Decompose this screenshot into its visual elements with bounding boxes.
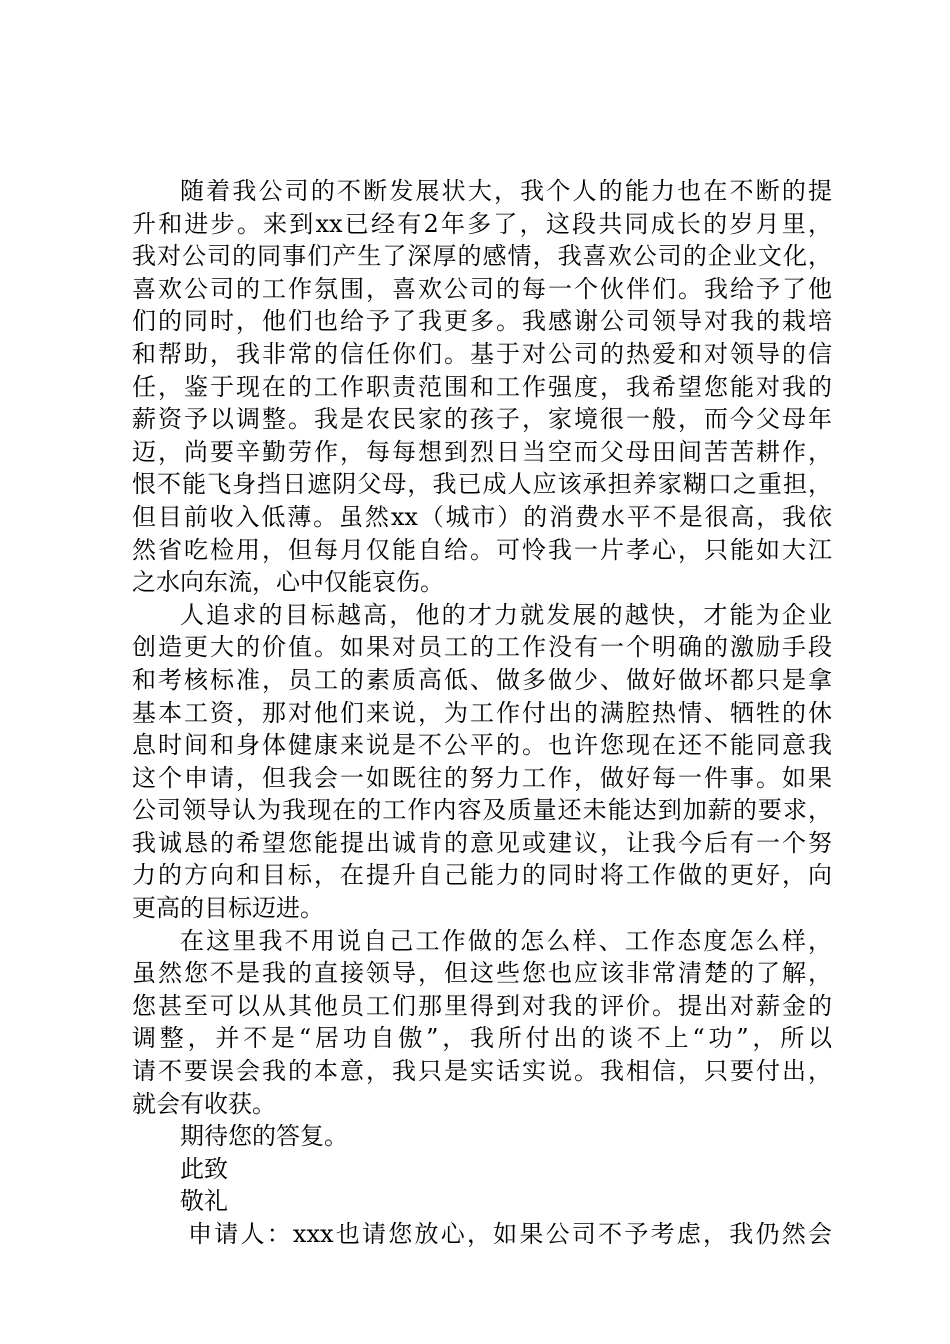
paragraph-line: 请不要误会我的本意，我只是实话实说。我相信，只要付出， (132, 1057, 832, 1086)
paragraph-line: 恨不能飞身挡日遮阴父母，我已成人应该承担养家糊口之重担， (132, 470, 832, 499)
paragraph-line: 我诚恳的希望您能提出诚肯的意见或建议，让我今后有一个努 (132, 828, 832, 857)
paragraph-line: 虽然您不是我的直接领导，但这些您也应该非常清楚的了解， (132, 959, 832, 988)
paragraph-line: 喜欢公司的工作氛围，喜欢公司的每一个伙伴们。我给予了他 (132, 274, 832, 303)
paragraph-line: 和考核标准，员工的素质高低、做多做少、做好做坏都只是拿 (132, 665, 832, 694)
paragraph-line: 息时间和身体健康来说是不公平的。也许您现在还不能同意我 (132, 731, 832, 760)
paragraph-line: 在这里我不用说自己工作做的怎么样、工作态度怎么样， (180, 926, 832, 955)
paragraph-line: 人追求的目标越高，他的才力就发展的越快，才能为企业 (180, 600, 832, 629)
paragraph-line: 之水向东流，心中仅能哀伤。 (132, 568, 444, 597)
salutation-line: 敬礼 (180, 1187, 228, 1216)
paragraph-line: 然省吃检用，但每月仅能自给。可怜我一片孝心，只能如大江 (132, 535, 832, 564)
paragraph-line: 公司领导认为我现在的工作内容及质量还未能达到加薪的要求， (132, 796, 832, 825)
paragraph-line: 但目前收入低薄。虽然xx（城市）的消费水平不是很高，我依 (132, 502, 832, 531)
paragraph-line: 随着我公司的不断发展状大，我个人的能力也在不断的提 (180, 177, 832, 205)
paragraph-line: 们的同时，他们也给予了我更多。我感谢公司领导对我的栽培 (132, 307, 832, 336)
paragraph-1 (132, 175, 832, 599)
paragraph-line: 创造更大的价值。如果对员工的工作没有一个明确的激励手段 (132, 633, 832, 662)
paragraph-line: 我对公司的同事们产生了深厚的感情，我喜欢公司的企业文化， (132, 242, 832, 271)
paragraph-3 (132, 925, 832, 1121)
paragraph-line: 薪资予以调整。我是农民家的孩子，家境很一般，而今父母年 (132, 405, 832, 434)
signature-line: 申请人：xxx也请您放心，如果公司不予考虑，我仍然会 (188, 1220, 832, 1248)
paragraph-line: 就会有收获。 (132, 1089, 276, 1118)
paragraph-line: 您甚至可以从其他员工们那里得到对我的评价。提出对薪金的 (132, 991, 832, 1020)
salutation-line: 此致 (180, 1154, 228, 1183)
paragraph-line: 迈，尚要辛勤劳作，每每想到烈日当空而父母田间苦苦耕作， (132, 437, 832, 466)
paragraph-line: 升和进步。来到xx已经有2年多了，这段共同成长的岁月里， (132, 209, 832, 238)
paragraph-line: 和帮助，我非常的信任你们。基于对公司的热爱和对领导的信 (132, 339, 832, 368)
paragraph-2 (132, 599, 832, 925)
paragraph-line: 调整，并不是“居功自傲”，我所付出的谈不上“功”，所以 (132, 1024, 832, 1053)
closing-line: 期待您的答复。 (180, 1122, 348, 1151)
letter-body (132, 175, 832, 1251)
paragraph-line: 任，鉴于现在的工作职责范围和工作强度，我希望您能对我的 (132, 372, 832, 401)
paragraph-line: 这个申请，但我会一如既往的努力工作，做好每一件事。如果 (132, 763, 832, 792)
paragraph-line: 力的方向和目标，在提升自己能力的同时将工作做的更好，向 (132, 861, 832, 890)
paragraph-line: 基本工资，那对他们来说，为工作付出的满腔热情、牺牲的休 (132, 698, 832, 727)
paragraph-line: 更高的目标迈进。 (132, 894, 324, 923)
